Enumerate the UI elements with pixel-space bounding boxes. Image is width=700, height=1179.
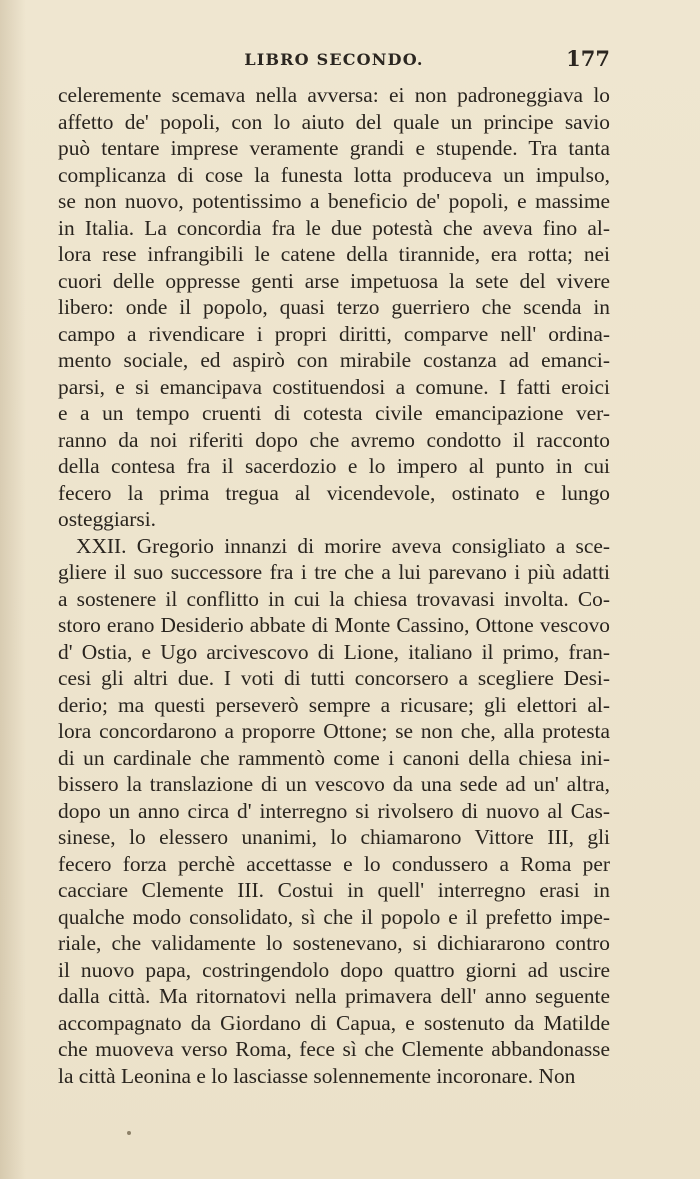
- text-line: bissero la translazione di un vescovo da una sede ad un' altra,: [58, 772, 610, 796]
- text-line: accompagnato da Giordano di Capua, e sostenuto da Matilde: [58, 1010, 610, 1035]
- running-head: [58, 44, 610, 74]
- text-line: qualche modo consolidato, sì che il popolo e il prefetto impe-: [58, 904, 610, 929]
- text-line: cesi gli altri due. I voti di tutti concorsero a scegliere Desi-: [58, 666, 610, 690]
- text-line: della contesa fra il sacerdozio e lo impero al punto in cui: [58, 454, 610, 478]
- text-line: derio; ma questi perseverò sempre a ricusare; gli elettori al-: [58, 692, 610, 717]
- text-line: può tentare imprese veramente grandi e stupende. Tra tanta: [58, 136, 610, 160]
- text-line: a sostenere il conflitto in cui la chiesa trovavasi involta. Co-: [58, 586, 610, 611]
- text-line: fecero la prima tregua al vicendevole, ostinato e lungo: [58, 480, 610, 505]
- text-line: dalla città. Ma ritornatovi nella primavera dell' anno seguente: [58, 984, 610, 1008]
- text-line: campo a rivendicare i propri diritti, comparve nell' ordina-: [58, 321, 610, 346]
- text-line: lora concordarono a proporre Ottone; se non che, alla protesta: [58, 719, 610, 743]
- text-line: il nuovo papa, costringendolo dopo quattro giorni ad uscire: [58, 957, 610, 982]
- text-line: fecero forza perchè accettasse e lo condussero a Roma per: [58, 851, 610, 876]
- text-line: complicanza di cose la funesta lotta produceva un impulso,: [58, 162, 610, 187]
- text-line: e a un tempo cruenti di cotesta civile emancipazione ver-: [58, 401, 610, 425]
- text-line: gliere il suo successore fra i tre che a lui parevano i più adatti: [58, 560, 610, 584]
- ink-speck: [127, 1131, 131, 1135]
- text-line: affetto de' popoli, con lo aiuto del quale un principe savio: [58, 109, 610, 134]
- text-line: in Italia. La concordia fra le due potestà che aveva fino al-: [58, 215, 610, 240]
- text-line: osteggiarsi.: [58, 507, 157, 531]
- text-line: cuori delle oppresse genti arse impetuosa la sete del vivere: [58, 268, 610, 293]
- text-line: riale, che validamente lo sostenevano, si dichiararono contro: [58, 931, 610, 955]
- text-line: storo erano Desiderio abbate di Monte Cassino, Ottone vescovo: [58, 613, 610, 637]
- text-line: sinese, lo elessero unanimi, lo chiamarono Vittore III, gli: [58, 825, 610, 849]
- text-line: che muoveva verso Roma, fece sì che Clemente abbandonasse: [58, 1037, 610, 1061]
- text-line: di un cardinale che rammentò come i canoni della chiesa ini-: [58, 745, 610, 770]
- text-line: celeremente scemava nella avversa: ei non padroneggiava lo: [58, 83, 610, 107]
- text-line: parsi, e si emancipava costituendosi a comune. I fatti eroici: [58, 374, 610, 399]
- text-line: la città Leonina e lo lasciasse solennemente incoronare. Non: [58, 1063, 576, 1088]
- text-line: lora rese infrangibili le catene della tirannide, era rotta; nei: [58, 242, 610, 266]
- text-line: dopo un anno circa d' interregno si rivolsero di nuovo al Cas-: [58, 798, 610, 823]
- paragraph: [58, 82, 610, 533]
- text-line: mento sociale, ed aspirò con mirabile costanza ad emanci-: [58, 348, 610, 372]
- text-line: se non nuovo, potentissimo a beneficio de' popoli, e massime: [58, 189, 610, 213]
- running-title: LIBRO SECONDO.: [244, 50, 424, 69]
- text-line: d' Ostia, e Ugo arcivescovo di Lione, italiano il primo, fran-: [58, 639, 610, 664]
- text-line: libero: onde il popolo, quasi terzo guerriero che scenda in: [58, 295, 610, 319]
- text-line: XXII. Gregorio innanzi di morire aveva consigliato a sce-: [76, 533, 610, 558]
- text-line: ranno da noi riferiti dopo che avremo condotto il racconto: [58, 427, 610, 452]
- paragraph: [58, 533, 610, 1090]
- page-number: 177: [566, 46, 610, 71]
- text-line: cacciare Clemente III. Costui in quell' interregno erasi in: [58, 878, 610, 902]
- body-text: [58, 82, 610, 1089]
